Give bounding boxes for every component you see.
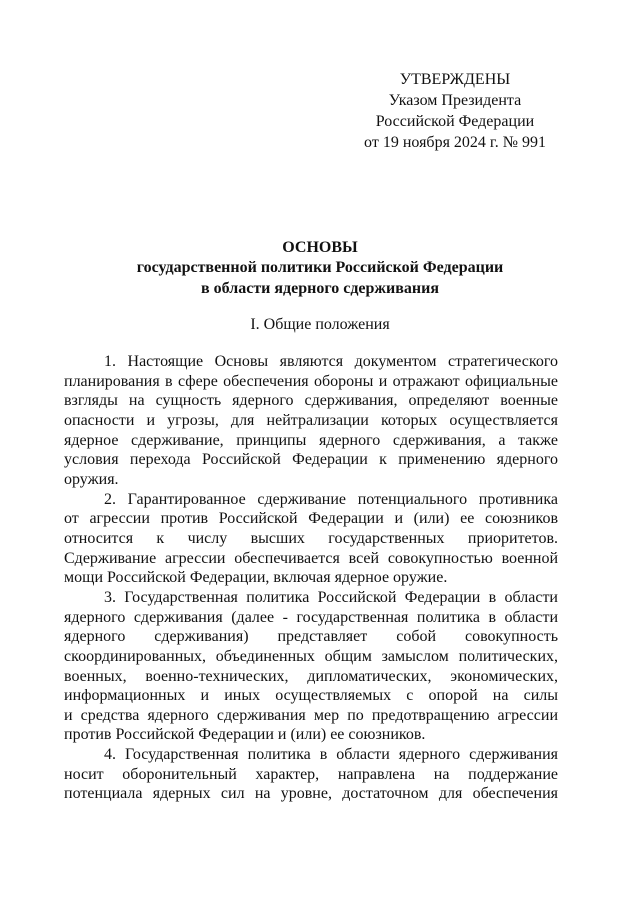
- document-body: [64, 352, 558, 804]
- paragraph-1: [64, 352, 558, 490]
- paragraph-line: ядерного сдерживания (далее - государственная политика в области: [64, 608, 558, 626]
- approval-line: Российской Федерации: [375, 113, 535, 130]
- paragraph-line: от агрессии против Российской Федерации и (или) ее союзников: [64, 510, 558, 528]
- paragraph-line: 3. Государственная политика Российской Федерации в области: [104, 588, 558, 606]
- paragraph-line: взгляды на сущность ядерного сдерживания, определяют военные: [64, 392, 558, 410]
- paragraph-line: 1. Настоящие Основы являются документом стратегического: [104, 353, 558, 370]
- paragraph-line: против Российской Федерации и (или) ее союзников.: [64, 726, 426, 744]
- paragraph-line: потенциала ядерных сил на уровне, достаточном для обеспечения: [64, 785, 558, 803]
- paragraph-3: [64, 588, 558, 745]
- paragraph-line: носит оборонительный характер, направлена на поддержание: [64, 765, 558, 783]
- paragraph-line: ядерное сдерживание, принципы ядерного сдерживания, а также: [64, 431, 558, 449]
- paragraph-line: и средства ядерного сдерживания мер по предотвращению агрессии: [64, 706, 558, 724]
- paragraph-line: информационных и иных осуществляемых с опорой на силы: [64, 687, 558, 705]
- approval-line: УТВЕРЖДЕНЫ: [399, 71, 511, 88]
- paragraph-line: оружия.: [64, 470, 119, 488]
- paragraph-line: относится к числу высших государственных приоритетов.: [64, 529, 558, 547]
- paragraph-line: планирования в сфере обеспечения обороны и отражают официальные: [64, 372, 558, 390]
- title-line: ОСНОВЫ: [282, 239, 358, 256]
- section-heading: I. Общие положения: [250, 316, 390, 333]
- document-title: [2, 238, 638, 299]
- paragraph-line: мощи Российской Федерации, включая ядерное оружие.: [64, 569, 448, 587]
- paragraph-line: 2. Гарантированное сдерживание потенциального противника: [104, 490, 558, 508]
- paragraph-line: условия перехода Российской Федерации к применению ядерного: [64, 451, 558, 469]
- paragraph-line: 4. Государственная политика в области ядерного сдерживания: [104, 746, 558, 764]
- paragraph-line: опасности и угрозы, для нейтрализации которых осуществляется: [64, 411, 558, 429]
- approval-line: от 19 ноября 2024 г. № 991: [364, 134, 546, 151]
- paragraph-line: ядерного сдерживания) представляет собой совокупность: [64, 628, 558, 646]
- approval-stamp-block: [315, 69, 595, 153]
- paragraph-line: Сдерживание агрессии обеспечивается всей совокупностью военной: [64, 549, 558, 567]
- title-line: в области ядерного сдерживания: [201, 279, 439, 297]
- paragraph-2: [64, 490, 558, 588]
- paragraph-line: скоординированных, объединенных общим замыслом политических,: [64, 647, 558, 665]
- paragraph-4: [64, 745, 558, 804]
- approval-line: Указом Президента: [388, 92, 522, 109]
- title-line: государственной политики Российской Федерации: [136, 259, 504, 277]
- paragraph-line: военных, военно-технических, дипломатических, экономических,: [64, 667, 558, 685]
